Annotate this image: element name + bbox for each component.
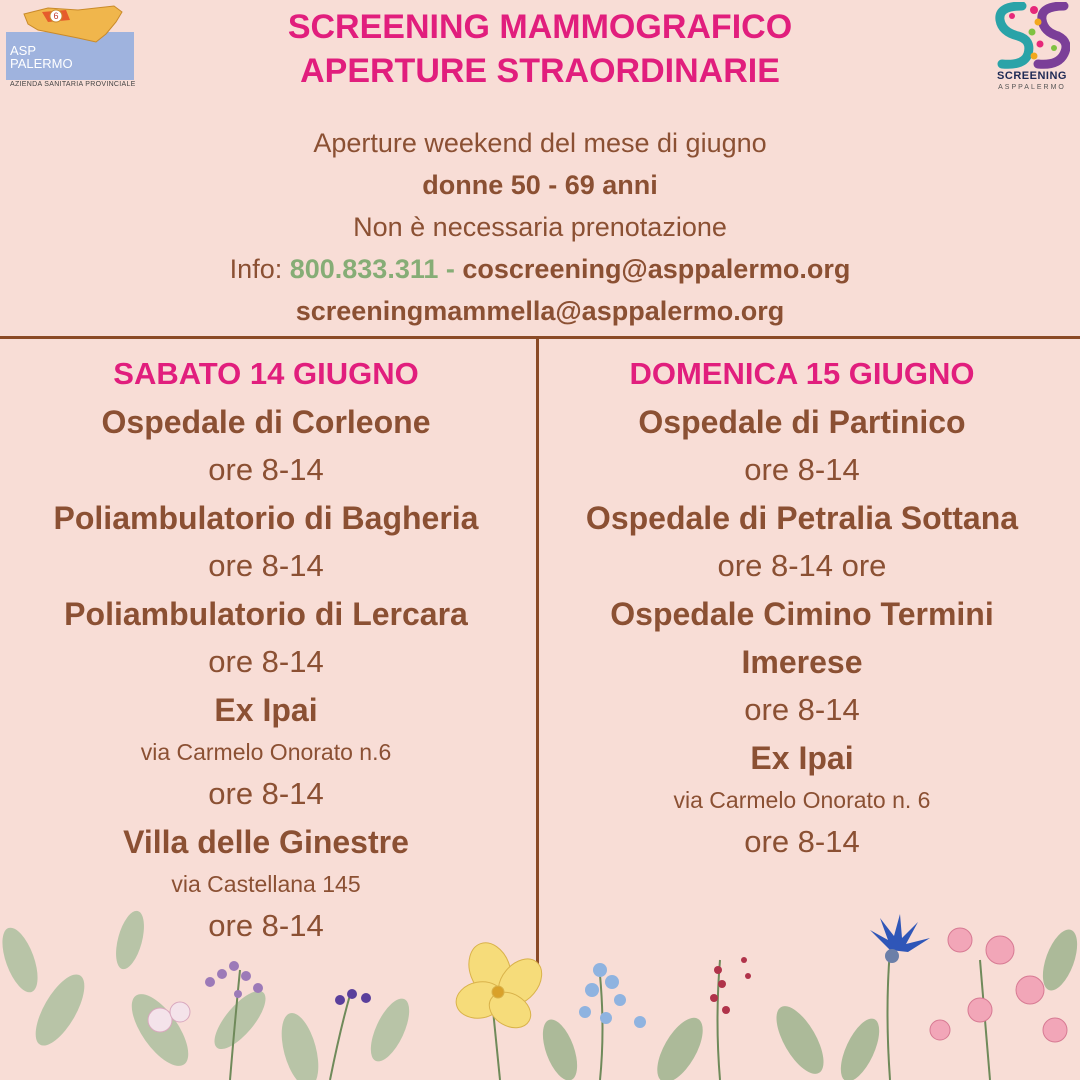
saturday-hours-lercara: ore 8-14 bbox=[208, 644, 324, 679]
leaves-right-icon bbox=[536, 925, 1080, 1080]
screening-logo-subword: ASPPALERMO bbox=[998, 84, 1066, 91]
info-no-booking: Non è necessaria prenotazione bbox=[353, 212, 727, 242]
info-age: donne 50 - 69 anni bbox=[422, 170, 658, 200]
saturday-location-lercara: Poliambulatorio di Lercara bbox=[64, 596, 468, 632]
info-label: Info: bbox=[229, 254, 290, 284]
white-flowers-icon bbox=[148, 1002, 190, 1032]
pink-flowers-icon bbox=[930, 928, 1067, 1042]
saturday-address-ex-ipai: via Carmelo Onorato n.6 bbox=[140, 739, 392, 765]
asp-logo-label bbox=[10, 44, 73, 70]
info-contacts bbox=[40, 248, 1040, 290]
saturday-date: SABATO 14 GIUGNO bbox=[113, 356, 419, 391]
forget-me-not-icon bbox=[579, 963, 646, 1028]
asp-logo-line2: PALERMO bbox=[10, 56, 73, 71]
sunday-hours-petralia: ore 8-14 ore bbox=[717, 548, 887, 583]
sunday-hours-partinico: ore 8-14 bbox=[744, 452, 860, 487]
info-weekend: Aperture weekend del mese di giugno bbox=[313, 128, 767, 158]
sunday-address-ex-ipai: via Carmelo Onorato n. 6 bbox=[673, 787, 931, 813]
sunday-date: DOMENICA 15 GIUGNO bbox=[629, 356, 975, 391]
saturday-hours-villa-ginestre: ore 8-14 bbox=[208, 908, 324, 943]
sunday-hours-cimino: ore 8-14 bbox=[744, 692, 860, 727]
sunday-location-ex-ipai: Ex Ipai bbox=[750, 740, 854, 776]
saturday-location-ex-ipai: Ex Ipai bbox=[214, 692, 318, 728]
lavender-flowers-icon bbox=[205, 961, 371, 1005]
title-line-1: SCREENING MAMMOGRAFICO bbox=[287, 8, 793, 46]
email-coscreening[interactable]: coscreening@asppalermo.org bbox=[462, 254, 851, 284]
phone-number[interactable]: 800.833.311 - bbox=[289, 254, 463, 284]
saturday-address-villa-ginestre: via Castellana 145 bbox=[171, 871, 361, 897]
sunday-location-cimino-line1: Ospedale Cimino Termini bbox=[610, 596, 994, 632]
saturday-location-bagheria: Poliambulatorio di Bagheria bbox=[53, 500, 479, 536]
email-screeningmammella[interactable]: screeningmammella@asppalermo.org bbox=[295, 296, 785, 326]
vertical-divider bbox=[536, 338, 539, 972]
saturday-hours-corleone: ore 8-14 bbox=[208, 452, 324, 487]
sicily-map-icon bbox=[18, 4, 128, 44]
saturday-hours-ex-ipai: ore 8-14 bbox=[208, 776, 324, 811]
sunday-hours-ex-ipai: ore 8-14 bbox=[744, 824, 860, 859]
cornflower-icon bbox=[870, 914, 930, 963]
asp-logo-line1: ASP bbox=[10, 43, 37, 58]
screening-ss-logo-icon bbox=[994, 2, 1070, 70]
screening-logo bbox=[990, 2, 1074, 94]
red-berries-icon bbox=[710, 957, 751, 1014]
asp-logo-subtitle: AZIENDA SANITARIA PROVINCIALE bbox=[10, 81, 136, 88]
saturday-location-villa-ginestre: Villa delle Ginestre bbox=[123, 824, 409, 860]
sunday-location-partinico: Ospedale di Partinico bbox=[638, 404, 966, 440]
saturday-hours-bagheria: ore 8-14 bbox=[208, 548, 324, 583]
horizontal-divider bbox=[0, 336, 1080, 339]
title-line-2: APERTURE STRAORDINARIE bbox=[300, 52, 780, 90]
saturday-column bbox=[0, 350, 532, 950]
asp-palermo-logo bbox=[6, 4, 134, 88]
sunday-location-cimino-line2: Imerese bbox=[741, 644, 863, 680]
saturday-location-corleone: Ospedale di Corleone bbox=[101, 404, 431, 440]
stems-icon bbox=[230, 950, 990, 1080]
asp-logo-number: 6 bbox=[53, 11, 59, 21]
sunday-location-petralia: Ospedale di Petralia Sottana bbox=[585, 500, 1019, 536]
screening-logo-word: SCREENING bbox=[997, 70, 1067, 82]
sunday-column bbox=[544, 350, 1060, 866]
